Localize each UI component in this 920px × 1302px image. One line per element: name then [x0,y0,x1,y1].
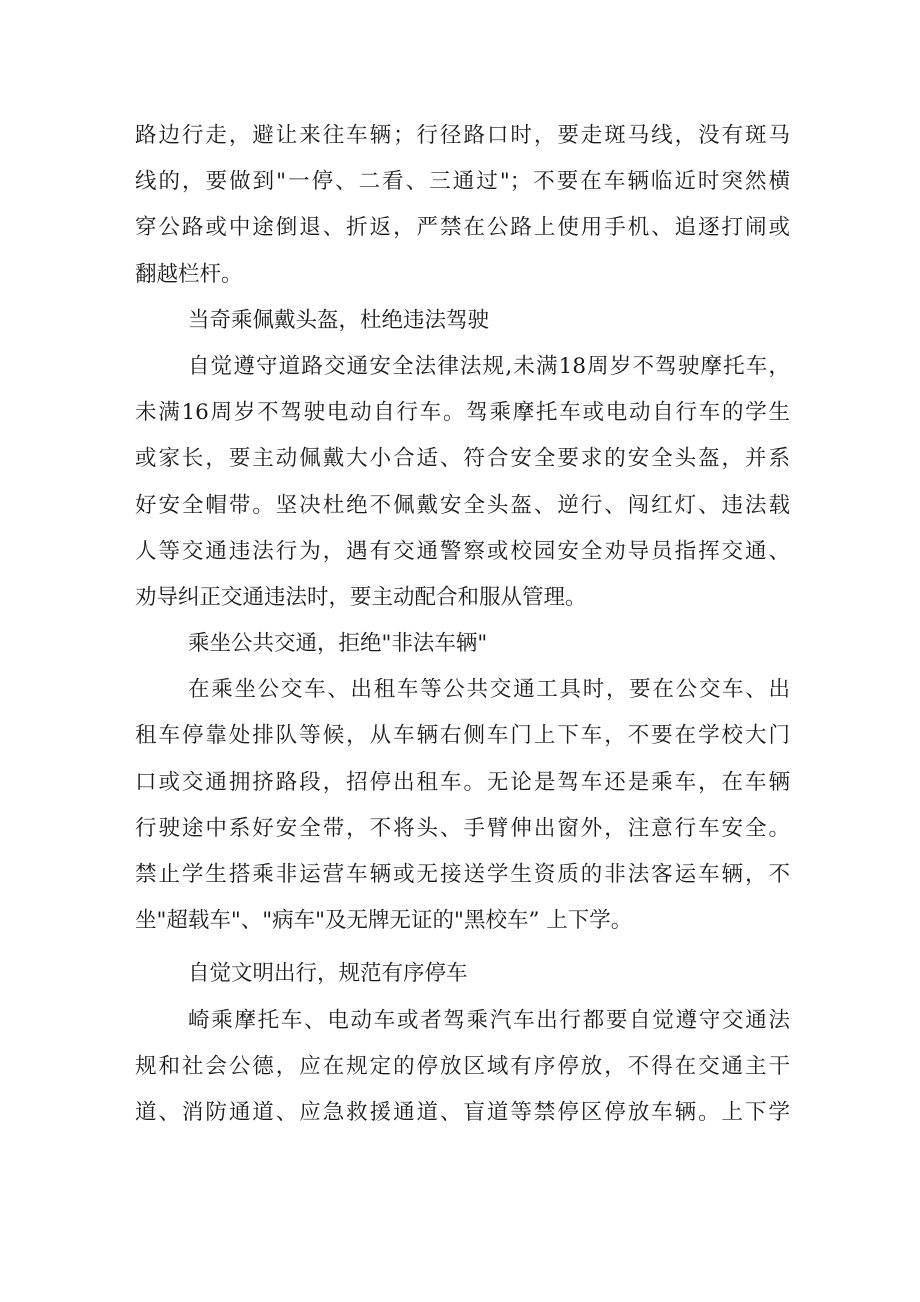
paragraph-line: 人等交通违法行为，遇有交通警察或校园安全劝导员指挥交通、 [135,538,790,564]
paragraph-line: 在乘坐公交车、出租车等公共交通工具时，要在公交车、出 [188,677,790,703]
paragraph-line: 租车停靠处排队等候，从车辆右侧车门上下车，不要在学校大门 [135,723,790,749]
document-page [135,113,790,1136]
paragraph-line: 穿公路或中途倒退、折返，严禁在公路上使用手机、追逐打闹或 [135,215,790,241]
paragraph-line: 路边行走，避让来往车辆；行径路口时，要走斑马线，没有斑马 [135,123,790,148]
paragraph-line: 崎乘摩托车、电动车或者驾乘汽车出行都要自觉遵守交通法 [188,1007,790,1033]
paragraph-line: 或家长，要主动佩戴大小合适、符合安全要求的安全头盔，并系 [135,446,790,472]
paragraph-line: 自觉遵守道路交通安全法律法规,未满18周岁不驾驶摩托车， [188,353,790,379]
paragraph-gap [135,944,790,951]
paragraph-line: 坐"超载车"、"病车"及无牌无证的"黑校车” 上下学。 [135,908,633,934]
section-heading-helmet: 当奇乘佩戴头盔，杜绝违法驾驶 [188,307,490,333]
section-heading-parking: 自觉文明出行，规范有序停车 [188,961,468,987]
paragraph-line: 道、消防通道、应急救援通道、盲道等禁停区停放车辆。上下学 [135,1099,790,1125]
section-heading-public-transport: 乘坐公共交通，拒绝"非法车辆" [188,631,488,657]
paragraph-line: 劝导纠正交通违法时，要主动配合和服从管理。 [135,584,587,610]
paragraph-line: 未满16周岁不驾驶电动自行车。驾乘摩托车或电动自行车的学生 [135,400,790,426]
paragraph-line: 行驶途中系好安全带，不将头、手臂伸出窗外，注意行车安全。 [135,815,790,841]
paragraph-line: 禁止学生搭乘非运营车辆或无接送学生资质的非法客运车辆，不 [135,862,790,887]
paragraph-line: 规和社会公德，应在规定的停放区域有序停放，不得在交通主干 [135,1053,790,1079]
paragraph-line: 线的，要做到"一停、二看、三通过"；不要在车辆临近时突然横 [135,169,790,195]
paragraph-line: 翻越栏杆。 [135,261,243,287]
paragraph-line: 好安全帽带。坚决杜绝不佩戴安全头盔、逆行、闯红灯、违法载 [135,492,790,518]
paragraph-line: 口或交通拥挤路段，招停出租车。无论是驾车还是乘车，在车辆 [135,769,790,795]
